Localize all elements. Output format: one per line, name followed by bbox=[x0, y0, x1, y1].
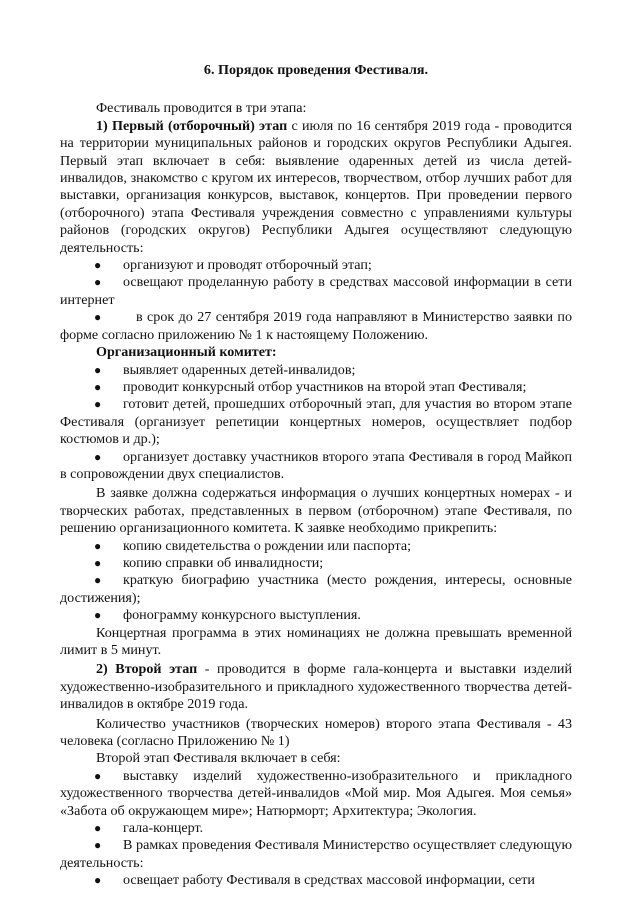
bullet-icon: ● bbox=[94, 768, 102, 783]
stage1-text: с июля по 16 сентября 2019 года - проводится на территории муниципальных районов и городских округов Республики Адыгея. Первый этап включает в себя: выявление одаренных детей из числа детей-инвалидов, знакомство с кругом их интересов, творчеством, отбор лучших работ для выставки, организация конкурсов, выставок, концертов. При проведении первого (отборочного) этапа Фестиваля учреждения совместно с управлениями культуры районов (городских округов) Республики Адыгея осуществляют следующую деятельность: bbox=[60, 117, 572, 256]
time-limit-paragraph: Концертная программа в этих номинациях не должна превышать временной лимит в 5 минут. bbox=[60, 624, 572, 658]
list-item: ● освещает работу Фестиваля в средствах массовой информации, сети bbox=[94, 872, 535, 889]
section-title: 6. Порядок проведения Фестиваля. bbox=[203, 62, 429, 78]
bullet-icon: ● bbox=[94, 608, 102, 623]
list-item: ● фонограмму конкурсного выступления. bbox=[94, 607, 361, 624]
intro-paragraph: Фестиваль проводится в три этапа: bbox=[96, 100, 307, 117]
list-item: ● краткую биографию участника (место рождения, интересы, основные достижения); bbox=[60, 572, 572, 606]
stage2-label: 2) Второй этап bbox=[96, 661, 198, 678]
bullet-icon: ● bbox=[94, 379, 102, 394]
stage1-label: 1) Первый (отборочный) этап bbox=[96, 117, 288, 134]
stage1-paragraph bbox=[60, 118, 572, 257]
list-item: ● организуют и проводят отборочный этап; bbox=[94, 257, 372, 274]
list-item: ● копию свидетельства о рождении или паспорта; bbox=[94, 537, 412, 554]
bullet-icon: ● bbox=[94, 258, 102, 273]
participants-count-paragraph: Количество участников (творческих номеров) второго этапа Фестиваля - 43 человека (согласно Приложению № 1) bbox=[60, 715, 572, 750]
bullet-icon: ● bbox=[94, 275, 102, 290]
bullet-icon: ● bbox=[94, 397, 102, 412]
list-item: ● выявляет одаренных детей-инвалидов; bbox=[94, 361, 356, 378]
stage2-text: - проводится в форме гала-концерта и выставки изделий художественно-изобразительного и прикладного художественного творчества детей-инвалидов в октябре 2019 года. bbox=[60, 661, 572, 713]
bullet-icon: ● bbox=[94, 555, 102, 570]
list-item: ● гала-концерт. bbox=[94, 820, 204, 837]
document-body bbox=[60, 62, 572, 890]
bullet-icon: ● bbox=[94, 449, 102, 464]
list-item: ● в срок до 27 сентября 2019 года направляют в Министерство заявки по форме согласно приложению № 1 к настоящему Положению. bbox=[60, 309, 572, 343]
application-paragraph: В заявке должна содержаться информация о лучших концертных номерах - и творческих работах, представленных в первом (отборочном) этапе Фестиваля, по решению организационного комитета. К заявке необходимо прикрепить: bbox=[60, 485, 572, 537]
bullet-icon: ● bbox=[94, 538, 102, 553]
bullet-icon: ● bbox=[94, 310, 102, 325]
bullet-icon: ● bbox=[94, 873, 102, 888]
stage2-includes: Второй этап Фестиваля включает в себя: bbox=[96, 750, 341, 767]
stage2-paragraph bbox=[60, 661, 572, 713]
committee-heading: Организационный комитет: bbox=[96, 344, 277, 361]
bullet-icon: ● bbox=[94, 838, 102, 853]
list-item: ● выставку изделий художественно-изобразительного и прикладного художественного творчества детей-инвалидов «Мой мир. Моя Адыгея. Моя семья» «Забота об окружающем мире»; Натюрморт; Архитектура; Экология. bbox=[60, 767, 572, 819]
list-item: ● копию справки об инвалидности; bbox=[94, 554, 324, 571]
list-item: ● готовит детей, прошедших отборочный этап, для участия во втором этапе Фестиваля (организует репетиции концертных номеров, осуществляет подбор костюмов и др.); bbox=[60, 396, 572, 448]
bullet-icon: ● bbox=[94, 573, 102, 588]
bullet-icon: ● bbox=[94, 821, 102, 836]
list-item: ● освещают проделанную работу в средствах массовой информации в сети интернет bbox=[60, 274, 572, 308]
list-item: ● проводит конкурсный отбор участников на второй этап Фестиваля; bbox=[94, 378, 527, 395]
list-item: ● В рамках проведения Фестиваля Министерство осуществляет следующую деятельность: bbox=[60, 837, 572, 871]
bullet-icon: ● bbox=[94, 362, 102, 377]
list-item: ● организует доставку участников второго этапа Фестиваля в город Майкоп в сопровождении двух специалистов. bbox=[60, 448, 572, 482]
